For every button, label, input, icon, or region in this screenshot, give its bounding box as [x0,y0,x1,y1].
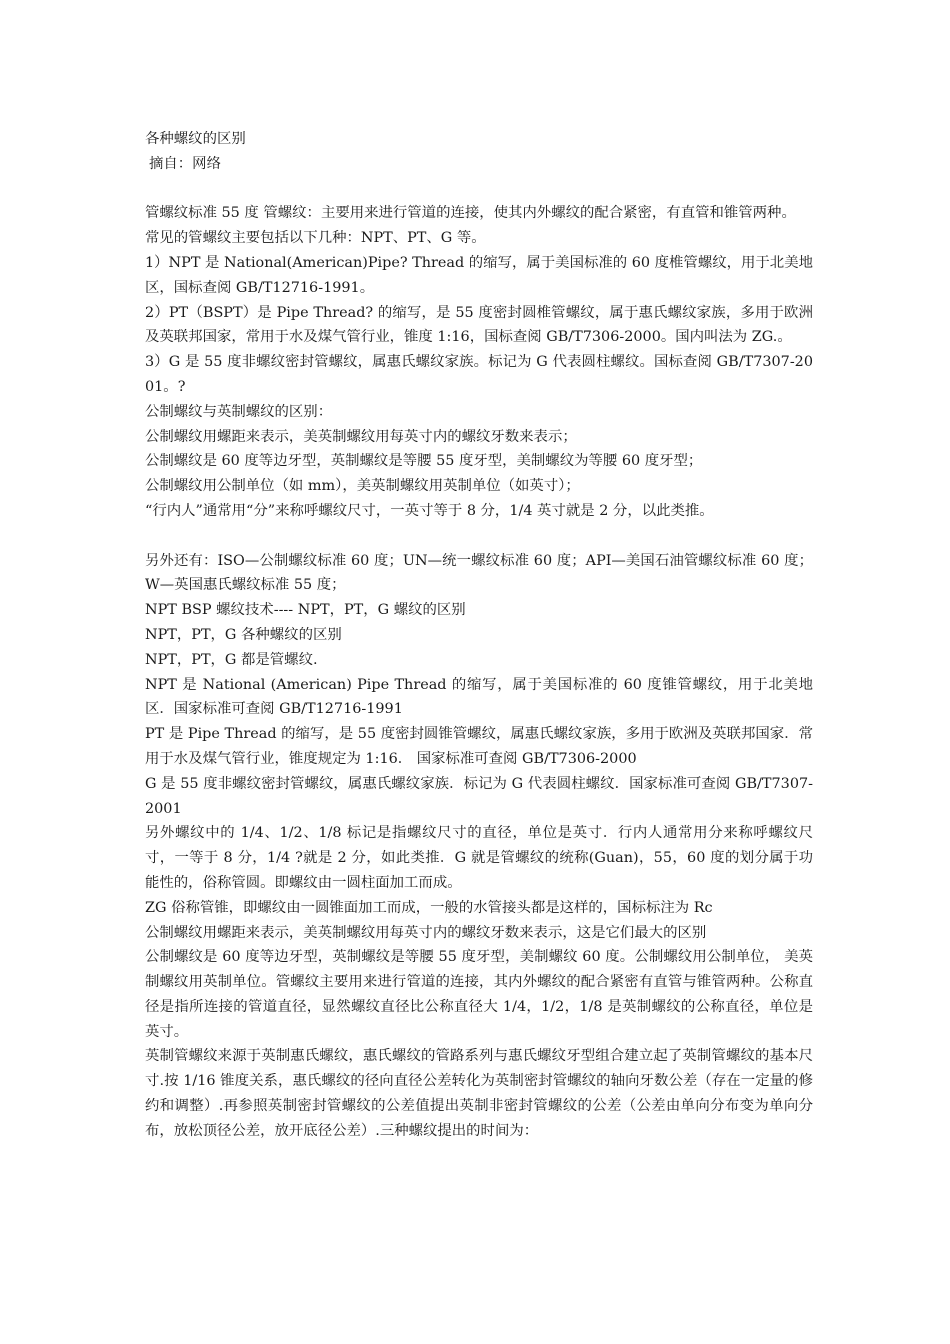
paragraph: 另外还有：ISO—公制螺纹标准 60 度；UN—统一螺纹标准 60 度；API—美国石油管螺纹标准 60 度；W—英国惠氏螺纹标准 55 度； [145,552,813,594]
paragraph: 2）PT（BSPT）是 Pipe Thread? 的缩写，是 55 度密封圆椎管螺纹，属于惠氏螺纹家族，多用于欧洲及英联邦国家，常用于水及煤气管行业，锥度 1:16，国标查阅 GB/T7306-2000。国内叫法为 ZG.。 [145,304,813,346]
document-title: 各种螺纹的区别 [145,131,246,147]
paragraph: 公制螺纹是 60 度等边牙型，英制螺纹是等腰 55 度牙型，美制螺纹为等腰 60 度牙型； [145,453,703,470]
paragraph: NPT，PT，G 都是管螺纹. [145,651,318,668]
paragraph: “行内人”通常用“分”来称呼螺纹尺寸，一英寸等于 8 分，1/4 英寸就是 2 分，以此类推。 [145,502,714,519]
paragraph: 公制螺纹用螺距来表示，美英制螺纹用每英寸内的螺纹牙数来表示； [145,428,577,445]
paragraph: NPT 是 National (American) Pipe Thread 的缩写，属于美国标准的 60 度锥管螺纹，用于北美地区．国家标准可查阅 GB/T12716-1991 [145,676,813,718]
paragraph: 常见的管螺纹主要包括以下几种：NPT、PT、G 等。 [145,230,486,247]
document-source: 摘自：网络 [149,155,221,172]
paragraph: G 是 55 度非螺纹密封管螺纹，属惠氏螺纹家族．标记为 G 代表圆柱螺纹．国家标准可查阅 GB/T7307-2001 [145,775,813,817]
paragraph: 另外螺纹中的 1/4、1/2、1/8 标记是指螺纹尺寸的直径，单位是英寸．行内人通常用分来称呼螺纹尺寸，一等于 8 分，1/4 ?就是 2 分，如此类推．G 就是管螺纹的统称(Guan)，55，60 度的划分属于功能性的，俗称管圆。即螺纹由一圆柱面加工而成。 [145,825,813,891]
paragraph: NPT，PT，G 各种螺纹的区别 [145,626,342,643]
blank-line [145,177,813,202]
paragraph: 英制管螺纹来源于英制惠氏螺纹，惠氏螺纹的管路系列与惠氏螺纹牙型组合建立起了英制管螺纹的基本尺寸.按 1/16 锥度关系，惠氏螺纹的径向直径公差转化为英制密封管螺纹的轴向牙数公差（存在一定量的修约和调整）.再参照英制密封管螺纹的公差值提出英制非密封管螺纹的公差（公差由单向分布变为单向分布，放松顶径公差，放开底径公差）.三种螺纹提出的时间为： [145,1048,813,1139]
document-body [145,127,813,1144]
paragraph: PT 是 Pipe Thread 的缩写，是 55 度密封圆锥管螺纹，属惠氏螺纹家族，多用于欧洲及英联邦国家．常用于水及煤气管行业，锥度规定为 1:16． 国家标准可查阅 GB/T7306-2000 [145,726,813,767]
paragraph: 公制螺纹用公制单位（如 mm），美英制螺纹用英制单位（如英寸）； [145,478,580,495]
paragraph: NPT BSP 螺纹技术---- NPT，PT，G 螺纹的区别 [145,602,466,619]
paragraph: 公制螺纹用螺距来表示，美英制螺纹用每英寸内的螺纹牙数来表示，这是它们最大的区别 [145,924,707,941]
paragraph: 1）NPT 是 National(American)Pipe? Thread 的缩写，属于美国标准的 60 度椎管螺纹，用于北美地区，国标查阅 GB/T12716-1991。 [145,254,813,296]
paragraph: 公制螺纹是 60 度等边牙型，英制螺纹是等腰 55 度牙型，美制螺纹 60 度。公制螺纹用公制单位， 美英制螺纹用英制单位。管螺纹主要用来进行管道的连接，其内外螺纹的配合紧密有直管与锥管两种。公称直径是指所连接的管道直径，显然螺纹直径比公称直径大 1/4，1/2，1/8 是英制螺纹的公称直径，单位是英寸。 [145,949,813,1040]
paragraph: ZG 俗称管锥，即螺纹由一圆锥面加工而成，一般的水管接头都是这样的，国标标注为 Rc [145,899,713,916]
paragraph: 公制螺纹与英制螺纹的区别： [145,403,333,420]
paragraph: 管螺纹标准 55 度 管螺纹：主要用来进行管道的连接，使其内外螺纹的配合紧密，有直管和锥管两种。 [145,205,796,222]
paragraph: 3）G 是 55 度非螺纹密封管螺纹，属惠氏螺纹家族。标记为 G 代表圆柱螺纹。国标查阅 GB/T7307-2001。? [145,354,813,395]
blank-line [145,524,813,549]
